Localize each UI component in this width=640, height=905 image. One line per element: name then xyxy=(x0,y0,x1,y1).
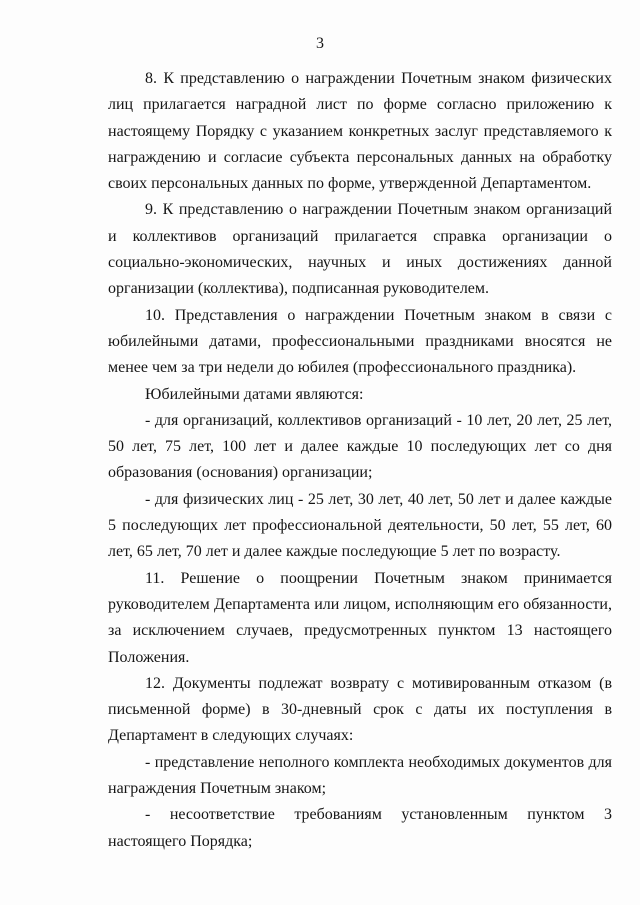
paragraph-12: 12. Документы подлежат возврату с мотивированным отказом (в письменной форме) в 30-дневный срок с даты их поступления в Департамент в следующих случаях: xyxy=(108,674,612,745)
document-body xyxy=(108,66,612,855)
paragraph-9: 9. К представлению о награждении Почетным знаком организаций и коллективов организаций прилагается справка организации о социально-экономических, научных и иных достижениях данной организации (коллектива), подписанная руководителем. xyxy=(108,201,612,298)
paragraph-8: 8. К представлению о награждении Почетным знаком физических лиц прилагается наградной лист по форме согласно приложению к настоящему Порядку с указанием конкретных заслуг представляемого к награждению и согласие субъекта персональных данных на обработку своих персональных данных по форме, утвержденной Департаментом. xyxy=(108,70,612,193)
return-reason-incomplete-documents: - представление неполного комплекта необходимых документов для награждения Почетным знаком; xyxy=(108,753,612,798)
paragraph-11: 11. Решение о поощрении Почетным знаком принимается руководителем Департамента или лицом, исполняющим его обязанности, за исключением случаев, предусмотренных пунктом 13 настоящего Положения. xyxy=(108,569,612,666)
jubilee-dates-heading: Юбилейными датами являются: xyxy=(145,385,364,403)
return-reason-nonconformity: - несоответствие требованиям установленным пунктом 3 настоящего Порядка; xyxy=(108,806,612,850)
jubilee-organizations-item: - для организаций, коллективов организаций - 10 лет, 20 лет, 25 лет, 50 лет, 75 лет, 100 лет и далее каждые 10 последующих лет со дня образования (основания) организации; xyxy=(108,411,612,482)
page-number: 3 xyxy=(316,35,324,52)
paragraph-10: 10. Представления о награждении Почетным знаком в связи с юбилейными датами, профессиональными праздниками вносятся не менее чем за три недели до юбилея (профессионального праздника). xyxy=(108,306,612,377)
jubilee-individuals-item: - для физических лиц - 25 лет, 30 лет, 40 лет, 50 лет и далее каждые 5 последующих лет профессиональной деятельности, 50 лет, 55 лет, 60 лет, 65 лет, 70 лет и далее каждые последующие 5 лет по возрасту. xyxy=(108,490,612,561)
